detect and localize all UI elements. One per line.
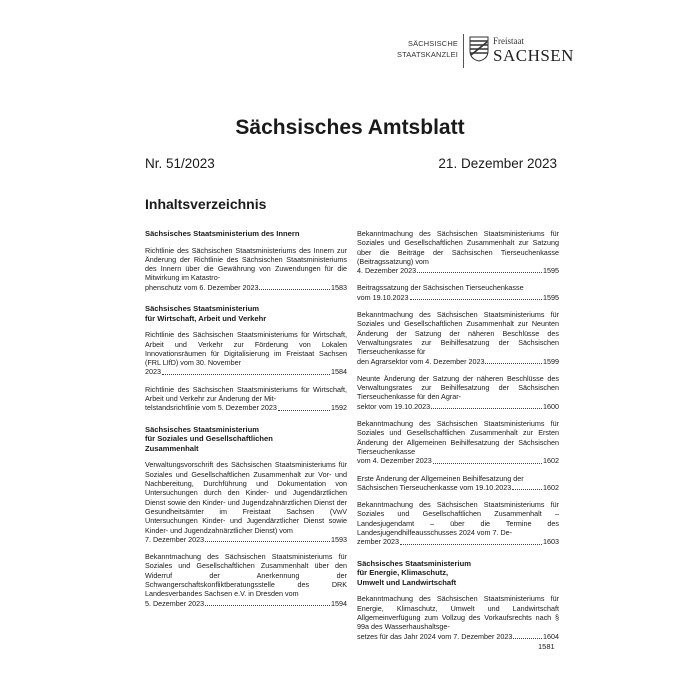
toc-entry[interactable] <box>357 594 559 640</box>
toc-entry-text: Bekanntmachung des Sächsischen Staatsministeriums für Soziales und Gesellschaftlichen Zusammenhalt über den Widerruf der Anerkennung der Schwangerschaftskonfliktberatungsstelle des DRK Landesverbandes Sachsen e.V. in Dresden vom <box>145 552 347 599</box>
toc-page-number: 1595 <box>543 266 559 276</box>
dot-leader <box>431 408 542 409</box>
toc-entry-text: Bekanntmachung des Sächsischen Staatsministeriums für Soziales und Gesellschaftlichen Zusammenhalt zur Neunten Änderung der Satzung der näheren Beschlüsse des Verwaltungsrates zur Beihilfesatzung der Sächsischen Tierseuchenkasse für <box>357 310 559 357</box>
ministry-heading-line: für Wirtschaft, Arbeit und Verkehr <box>145 313 267 323</box>
toc-entry-last-text: setzes für das Jahr 2024 vom 7. Dezember 2023 <box>357 631 513 641</box>
ministry-heading-line: Sächsisches Staatsministerium <box>145 424 259 434</box>
toc-page-number: 1599 <box>543 356 559 366</box>
toc-entry[interactable] <box>357 310 559 366</box>
ministry-heading-line: Umwelt und Landwirtschaft <box>357 577 457 587</box>
toc-page-number: 1594 <box>331 598 347 608</box>
toc-page-number: 1602 <box>543 482 559 492</box>
toc-entry[interactable] <box>145 385 347 413</box>
ministry-heading <box>145 229 347 239</box>
logo-divider <box>463 34 464 68</box>
toc-entry-last-line <box>357 266 559 275</box>
toc-page-number: 1603 <box>543 537 559 547</box>
toc-entry-last-text: vom 19.10.2023 <box>357 292 409 302</box>
issue-number: Nr. 51/2023 <box>145 156 215 171</box>
toc-entry-last-line <box>357 537 559 546</box>
kanzlei-line-1: SÄCHSISCHE <box>407 39 458 48</box>
page-number: 1581 <box>538 642 555 651</box>
toc-entry-last-line <box>357 357 559 366</box>
toc-page-number: 1602 <box>543 456 559 466</box>
toc-entry[interactable] <box>357 474 559 493</box>
toc-entry[interactable] <box>357 229 559 275</box>
toc-entry-last-text: 5. Dezember 2023 <box>145 598 205 608</box>
toc-entry-last-text: vom 4. Dezember 2023 <box>357 456 432 466</box>
toc-entry-last-line <box>145 535 347 544</box>
dot-leader <box>205 605 330 606</box>
toc-entry[interactable] <box>145 330 347 376</box>
toc-page-number: 1584 <box>331 367 347 377</box>
ministry-heading <box>357 559 559 588</box>
toc-entry-last-text: den Agrarsektor vom 4. Dezember 2023 <box>357 356 485 366</box>
toc-entry[interactable] <box>357 374 559 411</box>
toc-page-number: 1595 <box>543 292 559 302</box>
dot-leader <box>278 410 330 411</box>
dot-leader <box>205 541 330 542</box>
toc-page-number: 1593 <box>331 534 347 544</box>
toc-entry-last-line <box>145 283 347 292</box>
document-title: Sächsisches Amtsblatt <box>235 116 465 139</box>
toc-entry[interactable] <box>357 419 559 465</box>
dot-leader <box>410 299 542 300</box>
header-logo <box>380 34 574 68</box>
toc-entry-last-line <box>357 483 559 492</box>
toc-entry-text: Bekanntmachung des Sächsischen Staatsministeriums für Energie, Klimaschutz, Umwelt und Landwirtschaft Allgemeinverfügung zum Vollzug des Vorkaufsrechts nach § 99a des Wasserhaushaltsge- <box>357 594 559 632</box>
toc-entry[interactable] <box>145 460 347 544</box>
issue-date: 21. Dezember 2023 <box>438 156 557 171</box>
toc-entry-last-text: 7. Dezember 2023 <box>145 534 205 544</box>
dot-leader <box>512 489 542 490</box>
sachsen-label: SACHSEN <box>493 46 574 65</box>
toc-entry-last-line <box>357 402 559 411</box>
ministry-heading-line: Sächsisches Staatsministerium <box>145 304 259 314</box>
toc-entry-text: Bekanntmachung des Sächsischen Staatsministeriums für Soziales und Gesellschaftlichen Zusammenhalt zur Satzung über die Beiträge der Sächsischen Tierseuchenkasse (Beitragssatzung) vom <box>357 229 559 266</box>
ministry-heading-line: Sächsisches Staatsministerium des Innern <box>145 229 300 238</box>
staatskanzlei-label <box>380 38 458 60</box>
toc-page-number: 1604 <box>543 631 559 641</box>
toc-entry-last-text: telstandsrichtlinie vom 5. Dezember 2023 <box>145 403 277 413</box>
ministry-heading-line: Zusammenhalt <box>145 443 199 453</box>
toc-entry-text: Erste Änderung der Allgemeinen Beihilfesatzung der <box>357 473 524 483</box>
toc-column-left <box>145 229 347 616</box>
toc-entry-last-text: zember 2023 <box>357 537 399 547</box>
toc-entry-text: Bekanntmachung des Sächsischen Staatsministeriums für Soziales und Gesellschaftlichen Zusammenhalt zur Ersten Änderung der Allgemeinen Beihilfesatzung der Sächsischen Tierseuchenkasse <box>357 419 559 456</box>
toc-entry-last-text: phenschutz vom 6. Dezember 2023 <box>145 282 259 292</box>
ministry-heading-line: für Energie, Klimaschutz, <box>357 568 449 578</box>
toc-entry-text: Bekanntmachung des Sächsischen Staatsministeriums für Soziales und Gesellschaftlichen Zusammenhalt – Landesjugendamt – über die Termine des Landesjugendhilfeausschusses 2024 vom 7. De- <box>357 500 559 538</box>
dot-leader <box>400 544 542 545</box>
toc-page-number: 1592 <box>331 403 347 413</box>
toc-entry[interactable] <box>145 246 347 292</box>
toc-entry-text: Verwaltungsvorschrift des Sächsischen Staatsministeriums für Soziales und Gesellschaftlichen Zusammenhalt zur Vor- und Nachbereitung, Durchführung und Dokumentation von Untersuchungen durch den Kinder- und Jugendärztlichen Dienst sowie den Kinder- und Jugendzahnärztlichen Dienst der Gesundheitsämter im Freistaat Sachsen (VwV Untersuchungen Kinder- und Jugendärztlicher Dienst sowie Kinder- und Jugendzahnärztlicher Dienst) vom <box>145 460 347 535</box>
toc-entry-last-text: 4. Dezember 2023 <box>357 266 417 276</box>
toc-page-number: 1600 <box>543 401 559 411</box>
toc-entry-last-line <box>145 367 347 376</box>
toc-entry-last-line <box>145 403 347 412</box>
toc-entry-last-line <box>357 456 559 465</box>
dot-leader <box>417 272 542 273</box>
toc-column-right <box>357 229 559 649</box>
saxony-crest-icon <box>469 36 489 62</box>
ministry-heading-line: Sächsisches Staatsministerium <box>357 558 471 568</box>
toc-page-number: 1583 <box>331 282 347 292</box>
dot-leader <box>162 374 330 375</box>
toc-entry[interactable] <box>357 283 559 302</box>
toc-entry-last-line <box>357 293 559 302</box>
toc-entry-last-text: Sächsischen Tierseuchenkasse vom 19.10.2023 <box>357 482 512 492</box>
toc-entry-text: Richtlinie des Sächsischen Staatsministeriums für Wirtschaft, Arbeit und Verkehr zur Änderung der Mit- <box>145 384 347 404</box>
ministry-heading-line: für Soziales und Gesellschaftlichen <box>145 434 273 444</box>
freistaat-label: Freistaat <box>493 36 524 46</box>
toc-entry-text: Richtlinie des Sächsischen Staatsministeriums des Innern zur Änderung der Richtlinie des Sächsischen Staatsministeriums des Innern über die Gewährung von Zuwendungen für die Mitwirkung im Katastro- <box>145 245 347 283</box>
toc-entry[interactable] <box>145 552 347 608</box>
kanzlei-line-2: STAATSKANZLEI <box>396 50 458 59</box>
dot-leader <box>433 463 542 464</box>
toc-entry-text: Beitragssatzung der Sächsischen Tierseuchenkasse <box>357 283 524 293</box>
toc-heading: Inhaltsverzeichnis <box>145 196 267 212</box>
ministry-heading <box>145 304 347 323</box>
toc-entry-last-text: 2023 <box>145 367 161 377</box>
ministry-heading <box>145 425 347 454</box>
dot-leader <box>485 363 542 364</box>
toc-entry-last-line <box>145 599 347 608</box>
dot-leader <box>513 638 542 639</box>
toc-entry-last-line <box>357 632 559 641</box>
toc-entry-text: Richtlinie des Sächsischen Staatsministeriums für Wirtschaft, Arbeit und Verkehr zur Förderung von Lokalen Innovationsräumen für Digitalisierung im Freistaat Sachsen (FRL LIfD) vom 30. November <box>145 330 347 368</box>
toc-entry-text: Neunte Änderung der Satzung der näheren Beschlüsse des Verwaltungsrates zur Beihilfesatzung der Sächsischen Tierseuchenkasse für den Agrar- <box>357 373 559 402</box>
toc-entry-last-text: sektor vom 19.10.2023 <box>357 401 431 411</box>
dot-leader <box>259 289 330 290</box>
toc-entry[interactable] <box>357 500 559 546</box>
